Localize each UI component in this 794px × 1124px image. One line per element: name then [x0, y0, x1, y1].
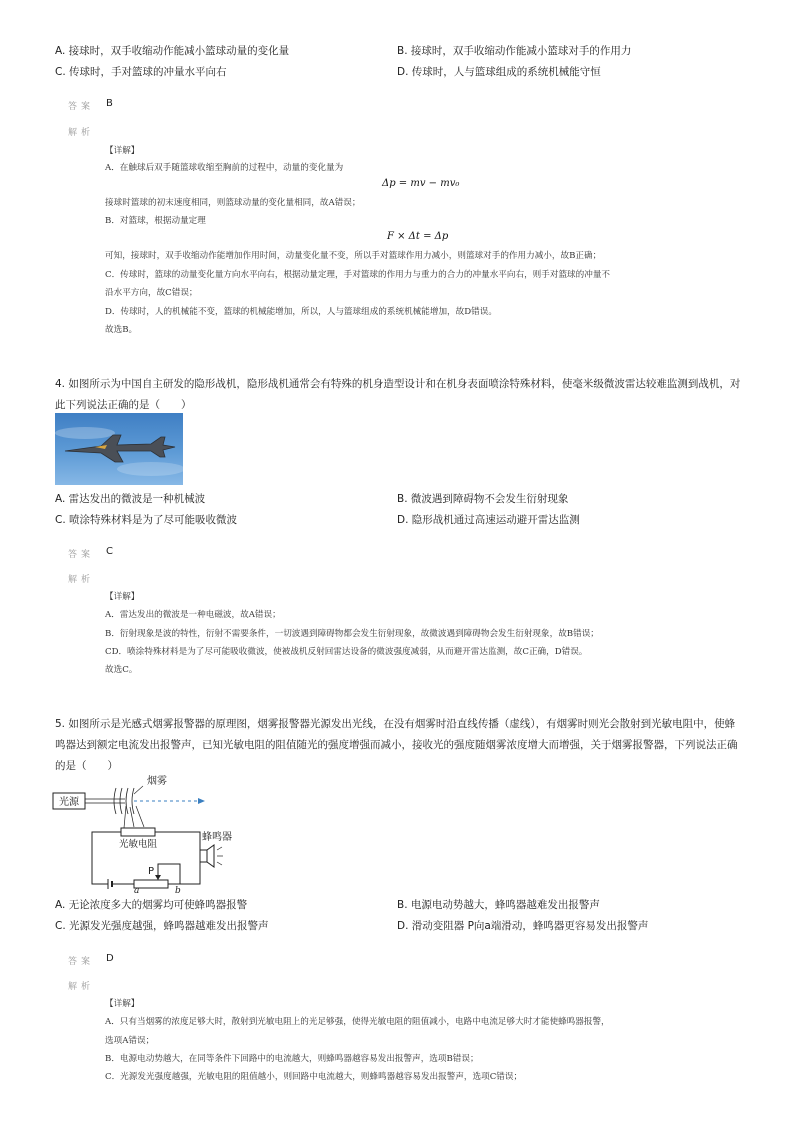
buzzer-label: 蜂鸣器: [202, 832, 232, 843]
q5-option-d: D. 滑动变阻器 P向a端滑动，蜂鸣器更容易发出报警声: [397, 920, 649, 932]
q5-explain-line: A．只有当烟雾的浓度足够大时，散射到光敏电阻上的光足够强，使得光敏电阻的阻值减小，电路中电流足够大时才能使蜂鸣器报警，: [105, 1017, 610, 1027]
q3-explain-line: 沿水平方向，故C错误；: [105, 288, 198, 298]
end-a-label: a: [134, 886, 140, 894]
q3-explain-head: 【详解】: [105, 146, 140, 156]
q5-option-a: A. 无论浓度多大的烟雾均可使蜂鸣器报警: [55, 899, 248, 911]
q3-option-b: B. 接球时，双手收缩动作能减小篮球对手的作用力: [397, 45, 632, 57]
q4-explain-head: 【详解】: [105, 592, 140, 602]
smoke-label: 烟雾: [147, 776, 167, 787]
q4-stem-line: 4. 如图所示为中国自主研发的隐形战机，隐形战机通常会有特殊的机身造型设计和在机身表面喷涂特殊材料，使毫米级微波雷达较难监测到战机，对: [55, 378, 741, 390]
q3-explain-line: D．传球时，人的机械能不变，篮球的机械能增加，所以，人与篮球组成的系统机械能增加，故D错误。: [105, 307, 497, 317]
slider-label: P: [148, 866, 155, 877]
q4-answer: C: [106, 546, 113, 557]
end-b-label: b: [175, 886, 181, 894]
q4-explain-line: CD．喷涂特殊材料是为了尽可能吸收微波，使被战机反射回雷达设备的微波强度减弱，从而避开雷达监测，故C正确，D错误。: [105, 647, 588, 657]
q4-option-b: B. 微波遇到障碍物不会发生衍射现象: [397, 493, 569, 505]
q3-explain-line: C．传球时，篮球的动量变化量方向水平向右，根据动量定理，手对篮球的作用力与重力的合力的冲量水平向右，则手对篮球的冲量不: [105, 270, 611, 280]
q3-analysis-tag: 解析: [68, 128, 95, 138]
q3-explain-line: A．在触球后双手随篮球收缩至胸前的过程中，动量的变化量为: [105, 163, 344, 173]
q3-equation-2: F × Δt = Δp: [387, 231, 449, 242]
q3-explain-line: 故选B。: [105, 325, 138, 335]
light-source-label: 光源: [59, 797, 79, 808]
buzzer: [200, 850, 207, 862]
stealth-fighter-photo: [55, 413, 183, 485]
q5-explain-head: 【详解】: [105, 999, 140, 1009]
q4-option-c: C. 喷涂特殊材料是为了尽可能吸收微波: [55, 514, 238, 526]
q3-option-d: D. 传球时，人与篮球组成的系统机械能守恒: [397, 66, 601, 78]
q3-equation-1: Δp = mv − mv₀: [382, 178, 460, 189]
smoke-alarm-circuit-diagram: [50, 772, 250, 894]
fighter-jet-icon: [55, 413, 183, 485]
q3-option-c: C. 传球时，手对篮球的冲量水平向右: [55, 66, 227, 78]
q4-answer-tag: 答案: [68, 550, 95, 560]
photoresistor: [121, 828, 155, 836]
q5-stem-line: 鸣器达到额定电流发出报警声，已知光敏电阻的阻值随光的强度增强而减小，接收光的强度随烟雾浓度增大而增强，关于烟雾报警器，下列说法正确: [55, 739, 738, 751]
q5-answer: D: [106, 953, 114, 964]
q3-explain-line: 接球时篮球的初末速度相同，则篮球动量的变化量相同，故A错误；: [105, 198, 361, 208]
q5-analysis-tag: 解析: [68, 982, 95, 992]
q3-answer: B: [106, 98, 113, 109]
q4-option-a: A. 雷达发出的微波是一种机械波: [55, 493, 206, 505]
q3-answer-tag: 答案: [68, 102, 95, 112]
q5-option-c: C. 光源发光强度越强，蜂鸣器越难发出报警声: [55, 920, 269, 932]
q4-explain-line: A．雷达发出的微波是一种电磁波，故A错误；: [105, 610, 281, 620]
q4-explain-line: B．衍射现象是波的特性，衍射不需要条件，一切波遇到障碍物都会发生衍射现象，故微波遇到障碍物会发生衍射现象，故B错误；: [105, 629, 599, 639]
q4-analysis-tag: 解析: [68, 575, 95, 585]
q3-option-a: A. 接球时，双手收缩动作能减小篮球动量的变化量: [55, 45, 290, 57]
q4-explain-line: 故选C。: [105, 665, 138, 675]
q5-explain-line: B．电源电动势越大，在同等条件下回路中的电流越大，则蜂鸣器越容易发出报警声，选项B错误；: [105, 1054, 479, 1064]
photoresistor-label: 光敏电阻: [118, 839, 158, 850]
q5-explain-line: 选项A错误；: [105, 1036, 155, 1046]
q5-explain-line: C．光源发光强度越强，光敏电阻的阻值越小，则回路中电流越大，则蜂鸣器越容易发出报警声，选项C错误；: [105, 1072, 523, 1082]
q5-option-b: B. 电源电动势越大，蜂鸣器越难发出报警声: [397, 899, 600, 911]
q5-stem-line: 的是（ ）: [55, 760, 118, 772]
q3-explain-line: 可知，接球时，双手收缩动作能增加作用时间，动量变化量不变，所以手对篮球作用力减小，则篮球对手的作用力减小，故B正确；: [105, 251, 602, 261]
q5-stem-line: 5. 如图所示是光感式烟雾报警器的原理图，烟雾报警器光源发出光线，在没有烟雾时沿直线传播（虚线），有烟雾时则光会散射到光敏电阻中，使蜂: [55, 718, 736, 730]
q4-stem-line: 此下列说法正确的是（ ）: [55, 399, 192, 411]
q4-option-d: D. 隐形战机通过高速运动避开雷达监测: [397, 514, 580, 526]
q3-explain-line: B．对篮球，根据动量定理: [105, 216, 206, 226]
q5-answer-tag: 答案: [68, 957, 95, 967]
